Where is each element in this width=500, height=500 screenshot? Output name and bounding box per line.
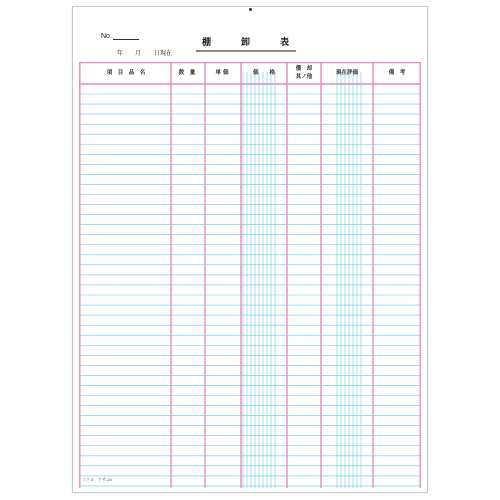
number-label: No. (101, 33, 112, 40)
date-day-label: 日現在 (154, 50, 173, 57)
punch-hole-mark (249, 8, 252, 11)
product-code: コクヨ ケサ-24 (82, 477, 112, 482)
title-char-1: 棚 (202, 38, 212, 48)
title-char-3: 表 (280, 38, 290, 48)
column-header-quantity: 数 量 (178, 70, 196, 76)
column-header-item-name: 項 目 品 名 (106, 70, 146, 76)
title-underline (196, 50, 296, 52)
row-lines (79, 63, 421, 486)
ledger-grid[interactable] (79, 62, 421, 488)
date-year-label: 年 (117, 50, 124, 57)
title-char-2: 卸 (241, 38, 251, 48)
date-month-label: 月 (135, 50, 142, 57)
column-header-depreciation-sub: 其ノ他 (295, 74, 313, 80)
column-header-depreciation: 償 却 (295, 66, 313, 72)
column-header-remarks: 備 考 (388, 70, 406, 76)
column-header-price: 価 格 (252, 70, 275, 76)
column-header-current-value: 現在評価 (335, 70, 358, 76)
column-header-unit-price: 単 価 (215, 70, 229, 76)
number-field[interactable] (113, 39, 139, 40)
